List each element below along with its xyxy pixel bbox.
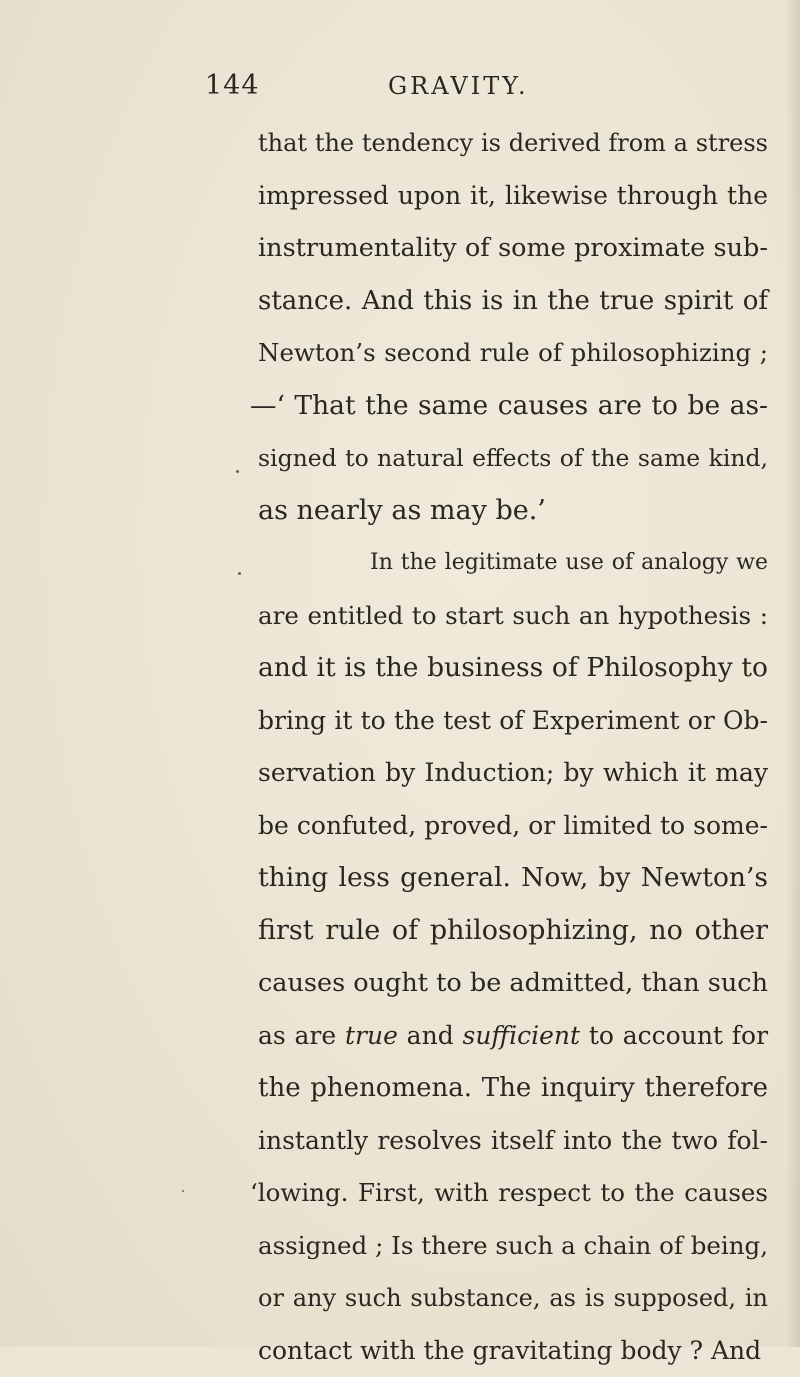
text-line: impressed upon it, likewise through the [258,170,768,223]
text-line: first rule of philosophizing, no other [258,905,768,958]
body-text [258,117,768,1377]
text-line: servation by Induction; by which it may [258,747,768,800]
text-line: the phenomena. The inquiry therefore [258,1062,768,1115]
text-line: causes ought to be admitted, than such [258,957,768,1010]
text-line: that the tendency is derived from a stress [258,117,768,170]
page-edge-shadow [786,0,800,1347]
text-line: instrumentality of some proximate sub- [258,222,768,275]
text-line: or any such substance, as is supposed, in [258,1272,768,1325]
text-line: contact with the gravitating body ? And [258,1325,768,1377]
text-line: assigned ; Is there such a chain of being, [258,1220,768,1273]
text-line: thing less general. Now, by Newton’s [258,852,768,905]
text-line: instantly resolves itself into the two fol- [258,1115,768,1168]
text-line-with-italics [258,1010,768,1063]
text-line: signed to natural effects of the same kind, [258,432,768,485]
text-line: bring it to the test of Experiment or Ob- [258,695,768,748]
text-run: as are [258,1021,345,1050]
italic-word-sufficient: sufficient [463,1021,581,1050]
text-line: Newton’s second rule of philosophizing ; [258,327,768,380]
running-head: GRAVITY. [388,72,529,100]
text-run: to account for [580,1021,768,1050]
text-line: as nearly as may be.’ [258,485,768,538]
text-line: are entitled to start such an hypothesis : [258,590,768,643]
text-line: —‘ That the same causes are to be as- [250,380,768,433]
paper-speck [238,572,241,575]
paper-speck [236,470,239,473]
page-number: 144 [205,70,260,101]
text-line: ‘lowing. First, with respect to the causes [250,1167,768,1220]
text-line: stance. And this is in the true spirit of [258,275,768,328]
page-header [0,70,800,110]
text-line: be confuted, proved, or limited to some- [258,800,768,853]
text-line: and it is the business of Philosophy to [258,642,768,695]
text-run: and [398,1021,463,1050]
paper-speck [182,1190,184,1192]
paragraph-first-line: In the legitimate use of analogy we [258,537,768,590]
italic-word-true: true [345,1021,398,1050]
